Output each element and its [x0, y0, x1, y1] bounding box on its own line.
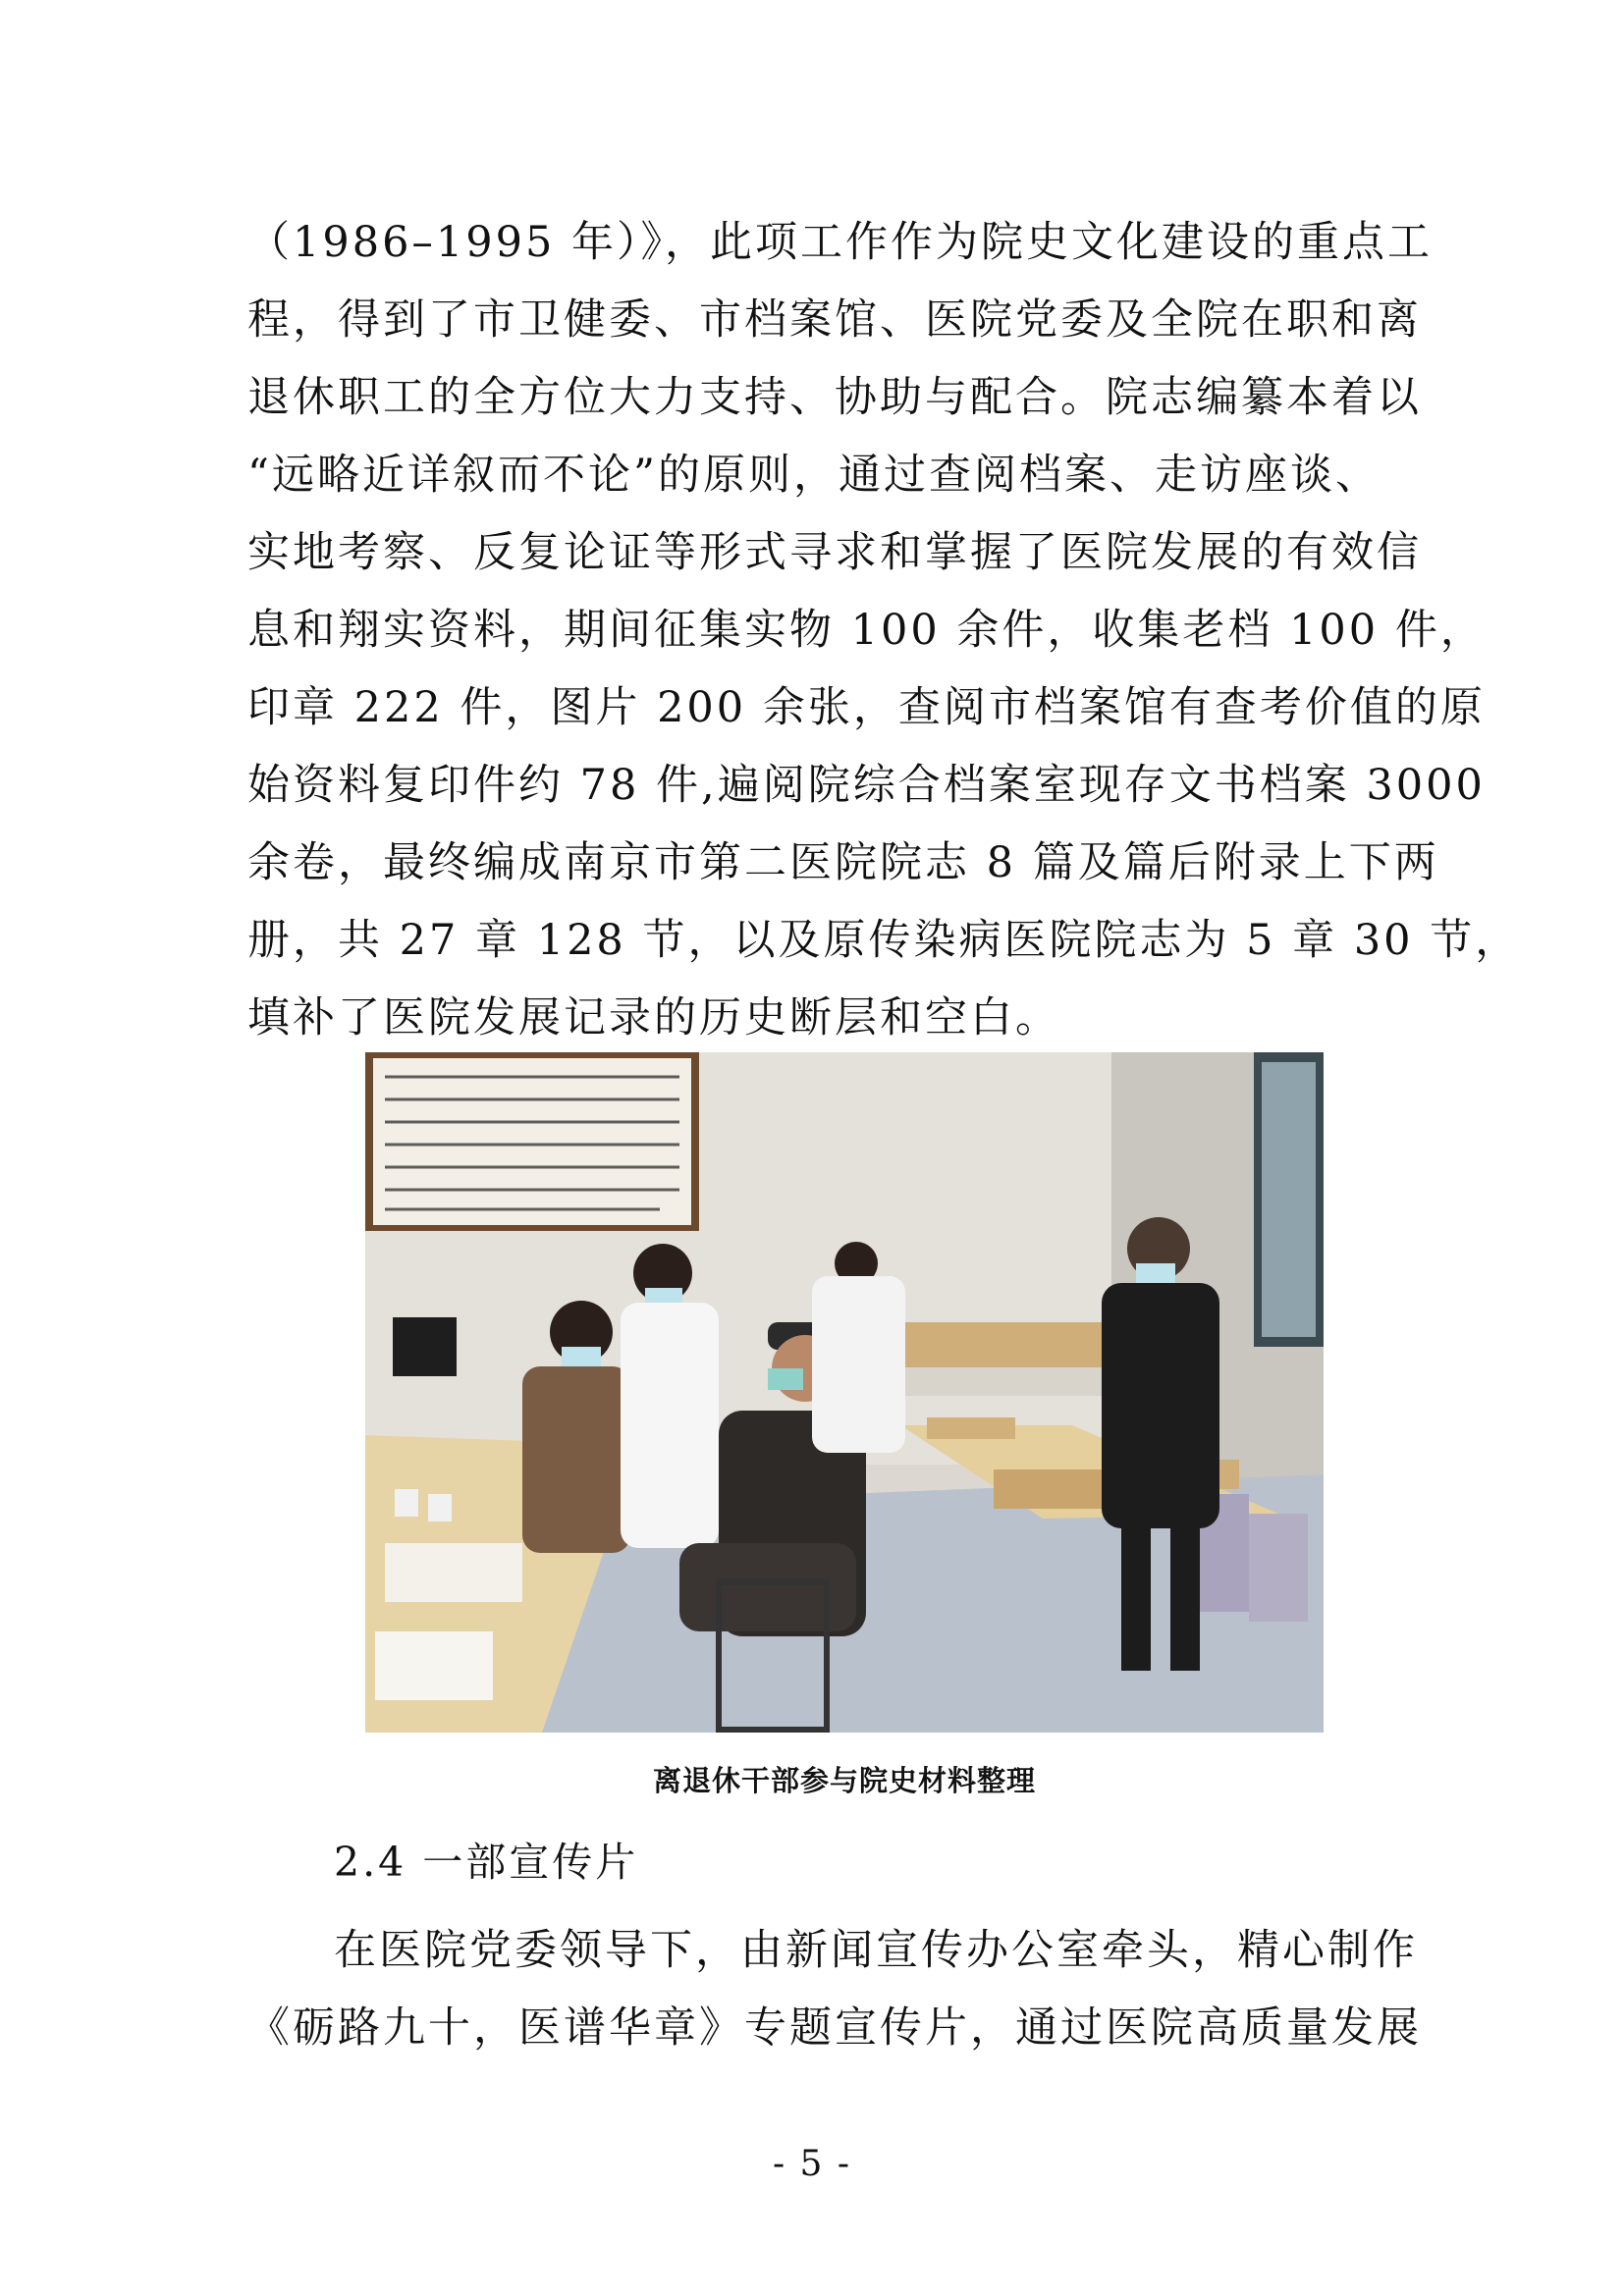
paragraph-line: 程，得到了市卫健委、市档案馆、医院党委及全院在职和离 — [247, 295, 1422, 345]
body-paragraph — [247, 1912, 1422, 2067]
paragraph-line: 填补了医院发展记录的历史断层和空白。 — [247, 993, 1060, 1042]
body-paragraph — [247, 204, 1521, 1057]
paragraph-line: 在医院党委领导下，由新闻宣传办公室牵头，精心制作 — [334, 1926, 1418, 1975]
paragraph-line: 册，共 27 章 128 节，以及原传染病医院院志为 5 章 30 节， — [247, 916, 1521, 965]
paragraph-line: 印章 222 件，图片 200 余张，查阅市档案馆有查考价值的原 — [247, 683, 1486, 732]
paragraph-line: （1986–1995 年）》，此项工作作为院史文化建设的重点工 — [247, 218, 1434, 267]
photo-illustration — [365, 1052, 1324, 1733]
paragraph-line: 实地考察、反复论证等形式寻求和掌握了医院发展的有效信 — [247, 528, 1422, 577]
paragraph-line: 始资料复印件约 78 件,遍阅院综合档案室现存文书档案 3000 — [247, 761, 1486, 810]
paragraph-line: 息和翔实资料，期间征集实物 100 余件，收集老档 100 件， — [247, 606, 1486, 655]
section-heading: 2.4 一部宣传片 — [334, 1839, 639, 1886]
paragraph-line: “远略近详叙而不论”的原则，通过查阅档案、走访座谈、 — [247, 451, 1380, 500]
photo-caption: 离退休干部参与院史材料整理 — [652, 1764, 1036, 1797]
paragraph-line: 余卷，最终编成南京市第二医院院志 8 篇及篇后附录上下两 — [247, 838, 1439, 887]
page-number: - 5 - — [772, 2144, 852, 2184]
paragraph-line: 《砺路九十，医谱华章》专题宣传片，通过医院高质量发展 — [247, 2003, 1422, 2053]
paragraph-line: 退休职工的全方位大力支持、协助与配合。院志编纂本着以 — [247, 373, 1422, 422]
archive-photo — [365, 1052, 1324, 1733]
